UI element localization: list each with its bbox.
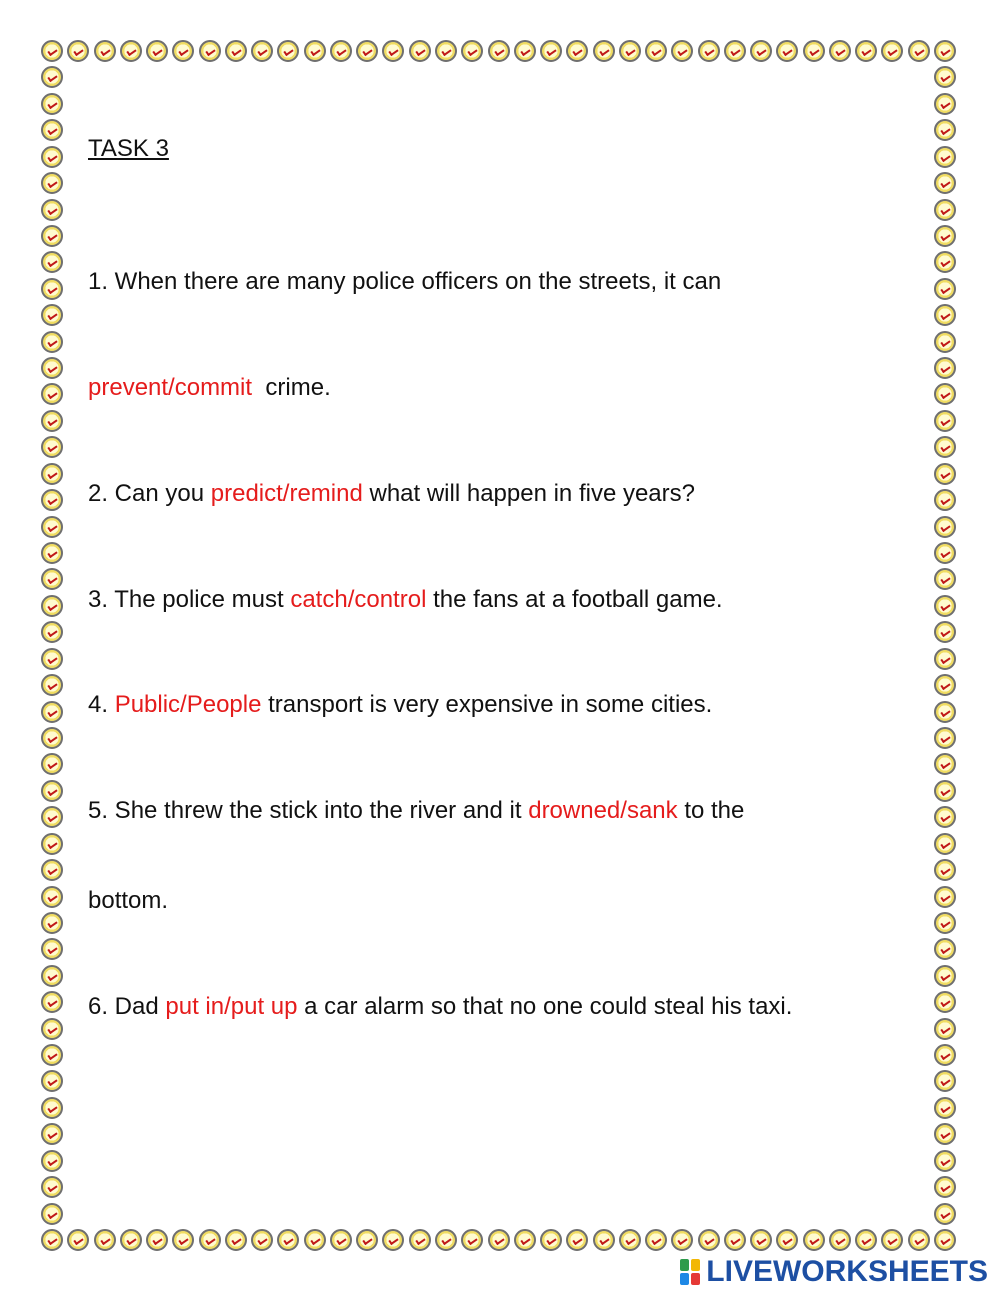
clock-icon: [435, 1229, 457, 1251]
clock-icon: [934, 357, 956, 379]
clock-icon: [750, 1229, 772, 1251]
clock-icon: [934, 753, 956, 775]
clock-icon: [382, 1229, 404, 1251]
question-6-text-end: a car alarm so that no one could steal his taxi.: [297, 993, 793, 1020]
clock-icon: [435, 40, 457, 62]
clock-icon: [41, 938, 63, 960]
clock-icon: [461, 40, 483, 62]
clock-icon: [803, 40, 825, 62]
clock-icon: [934, 701, 956, 723]
question-6-text-start: 6. Dad: [88, 993, 166, 1020]
clock-icon: [934, 1176, 956, 1198]
clock-icon: [934, 727, 956, 749]
clock-icon: [277, 1229, 299, 1251]
clock-icon: [41, 172, 63, 194]
clock-icon: [645, 40, 667, 62]
clock-icon: [41, 727, 63, 749]
clock-icon: [934, 1229, 956, 1251]
clock-icon: [304, 1229, 326, 1251]
clock-icon: [934, 886, 956, 908]
clock-icon: [934, 1097, 956, 1119]
clock-icon: [356, 1229, 378, 1251]
clock-icon: [172, 40, 194, 62]
clock-icon: [829, 40, 851, 62]
clock-icon: [41, 1097, 63, 1119]
clock-icon: [934, 489, 956, 511]
logo-block-green: [680, 1259, 689, 1271]
clock-icon: [41, 595, 63, 617]
clock-icon: [934, 1044, 956, 1066]
logo-block-red: [691, 1273, 700, 1285]
clock-icon: [41, 1044, 63, 1066]
clock-icon: [934, 674, 956, 696]
liveworksheets-logo-text: LIVEWORKSHEETS: [706, 1255, 988, 1288]
question-1-text-end: crime.: [252, 374, 331, 401]
clock-icon: [934, 1123, 956, 1145]
question-4-text-start: 4.: [88, 691, 115, 718]
clock-icon: [41, 119, 63, 141]
clock-icon: [934, 542, 956, 564]
question-2-choice[interactable]: predict/remind: [210, 480, 363, 507]
clock-icon: [934, 93, 956, 115]
clock-icon: [120, 1229, 142, 1251]
clock-icon: [41, 40, 63, 62]
clock-icon: [934, 648, 956, 670]
clock-icon: [41, 489, 63, 511]
clock-icon: [934, 516, 956, 538]
clock-icon: [566, 40, 588, 62]
clock-icon: [934, 1150, 956, 1172]
clock-icon: [120, 40, 142, 62]
clock-icon: [593, 1229, 615, 1251]
clock-icon: [671, 1229, 693, 1251]
clock-icon: [41, 383, 63, 405]
clock-icon: [934, 621, 956, 643]
clock-icon: [356, 40, 378, 62]
logo-block-blue: [680, 1273, 689, 1285]
question-1-choice[interactable]: prevent/commit: [88, 374, 253, 401]
clock-icon: [934, 938, 956, 960]
task-title: TASK 3: [88, 135, 169, 162]
clock-icon: [41, 410, 63, 432]
question-5-choice[interactable]: drowned/sank: [528, 797, 678, 824]
clock-icon: [934, 278, 956, 300]
clock-icon: [41, 1229, 63, 1251]
clock-icon: [934, 331, 956, 353]
clock-icon: [41, 1150, 63, 1172]
clock-icon: [934, 40, 956, 62]
clock-icon: [514, 40, 536, 62]
clock-icon: [776, 40, 798, 62]
clock-icon: [41, 1203, 63, 1225]
clock-icon: [908, 1229, 930, 1251]
clock-icon: [855, 40, 877, 62]
question-5-line-2: [88, 886, 168, 916]
clock-icon: [146, 1229, 168, 1251]
clock-icon: [934, 965, 956, 987]
clock-icon: [934, 991, 956, 1013]
clock-icon: [41, 806, 63, 828]
clock-icon: [908, 40, 930, 62]
clock-icon: [41, 621, 63, 643]
clock-icon: [934, 912, 956, 934]
clock-icon: [41, 436, 63, 458]
clock-icon: [461, 1229, 483, 1251]
question-4-text-end: transport is very expensive in some cities.: [261, 691, 713, 718]
clock-icon: [41, 225, 63, 247]
clock-icon: [881, 1229, 903, 1251]
clock-icon: [934, 304, 956, 326]
clock-icon: [934, 806, 956, 828]
clock-icon: [934, 1018, 956, 1040]
clock-icon: [41, 780, 63, 802]
clock-icon: [724, 40, 746, 62]
clock-icon: [934, 595, 956, 617]
question-4: [88, 690, 712, 720]
question-5-text-end: to the: [677, 797, 745, 824]
clock-icon: [698, 1229, 720, 1251]
question-2-text-end: what will happen in five years?: [362, 480, 695, 507]
clock-icon: [41, 331, 63, 353]
clock-icon: [934, 780, 956, 802]
clock-icon: [803, 1229, 825, 1251]
clock-icon: [146, 40, 168, 62]
clock-icon: [41, 1070, 63, 1092]
clock-icon: [94, 40, 116, 62]
clock-icon: [41, 1123, 63, 1145]
clock-icon: [41, 991, 63, 1013]
question-3-choice[interactable]: catch/control: [290, 586, 427, 613]
clock-icon: [934, 119, 956, 141]
clock-icon: [750, 40, 772, 62]
question-5-text-continued: bottom.: [88, 887, 169, 914]
clock-icon: [330, 1229, 352, 1251]
question-5-line-1: [88, 796, 744, 826]
clock-icon: [304, 40, 326, 62]
clock-icon: [41, 568, 63, 590]
clock-icon: [934, 1070, 956, 1092]
clock-icon: [225, 40, 247, 62]
clock-icon: [41, 1018, 63, 1040]
clock-icon: [41, 66, 63, 88]
clock-icon: [934, 251, 956, 273]
question-5-text-start: 5. She threw the stick into the river and it: [88, 797, 529, 824]
clock-icon: [41, 701, 63, 723]
question-3: [88, 585, 723, 615]
clock-icon: [330, 40, 352, 62]
clock-icon: [41, 965, 63, 987]
logo-block-yellow: [691, 1259, 700, 1271]
clock-icon: [41, 1176, 63, 1198]
question-3-text-end: the fans at a football game.: [426, 586, 723, 613]
clock-icon: [645, 1229, 667, 1251]
clock-icon: [619, 1229, 641, 1251]
question-6-choice[interactable]: put in/put up: [165, 993, 298, 1020]
clock-icon: [409, 40, 431, 62]
clock-icon: [67, 1229, 89, 1251]
liveworksheets-logo: [680, 1255, 988, 1289]
clock-icon: [41, 912, 63, 934]
clock-icon: [514, 1229, 536, 1251]
clock-icon: [671, 40, 693, 62]
clock-icon: [776, 1229, 798, 1251]
clock-icon: [409, 1229, 431, 1251]
clock-icon: [251, 1229, 273, 1251]
clock-icon: [251, 40, 273, 62]
clock-icon: [881, 40, 903, 62]
clock-icon: [698, 40, 720, 62]
clock-icon: [724, 1229, 746, 1251]
clock-icon: [41, 93, 63, 115]
question-3-text-start: 3. The police must: [88, 586, 291, 613]
clock-icon: [41, 833, 63, 855]
clock-icon: [41, 199, 63, 221]
clock-icon: [41, 278, 63, 300]
question-2-text-start: 2. Can you: [88, 480, 211, 507]
clock-icon: [829, 1229, 851, 1251]
clock-icon: [934, 463, 956, 485]
clock-icon: [41, 357, 63, 379]
clock-icon: [225, 1229, 247, 1251]
clock-icon: [934, 1203, 956, 1225]
clock-icon: [488, 40, 510, 62]
clock-icon: [41, 463, 63, 485]
clock-icon: [540, 40, 562, 62]
question-4-choice[interactable]: Public/People: [114, 691, 262, 718]
clock-icon: [934, 410, 956, 432]
clock-icon: [41, 886, 63, 908]
clock-icon: [934, 146, 956, 168]
clock-icon: [41, 251, 63, 273]
clock-icon: [41, 859, 63, 881]
liveworksheets-logo-icon: [680, 1259, 700, 1285]
clock-icon: [934, 859, 956, 881]
clock-icon: [934, 568, 956, 590]
clock-icon: [41, 516, 63, 538]
clock-icon: [540, 1229, 562, 1251]
question-1-text: 1. When there are many police officers on the streets, it can: [88, 268, 722, 295]
clock-icon: [619, 40, 641, 62]
clock-icon: [41, 753, 63, 775]
clock-icon: [382, 40, 404, 62]
clock-icon: [934, 383, 956, 405]
clock-icon: [934, 199, 956, 221]
clock-icon: [172, 1229, 194, 1251]
clock-icon: [934, 66, 956, 88]
clock-icon: [934, 172, 956, 194]
clock-icon: [41, 542, 63, 564]
question-6: [88, 992, 792, 1022]
clock-icon: [593, 40, 615, 62]
clock-icon: [67, 40, 89, 62]
clock-icon: [199, 40, 221, 62]
clock-icon: [488, 1229, 510, 1251]
clock-icon: [855, 1229, 877, 1251]
clock-icon: [566, 1229, 588, 1251]
question-1-line-1: [88, 267, 721, 297]
clock-icon: [934, 436, 956, 458]
clock-icon: [199, 1229, 221, 1251]
clock-icon: [41, 146, 63, 168]
question-1-line-2: [88, 373, 331, 403]
question-2: [88, 479, 695, 509]
clock-icon: [41, 674, 63, 696]
clock-icon: [94, 1229, 116, 1251]
clock-icon: [934, 225, 956, 247]
clock-icon: [41, 648, 63, 670]
clock-icon: [934, 833, 956, 855]
clock-icon: [277, 40, 299, 62]
clock-icon: [41, 304, 63, 326]
